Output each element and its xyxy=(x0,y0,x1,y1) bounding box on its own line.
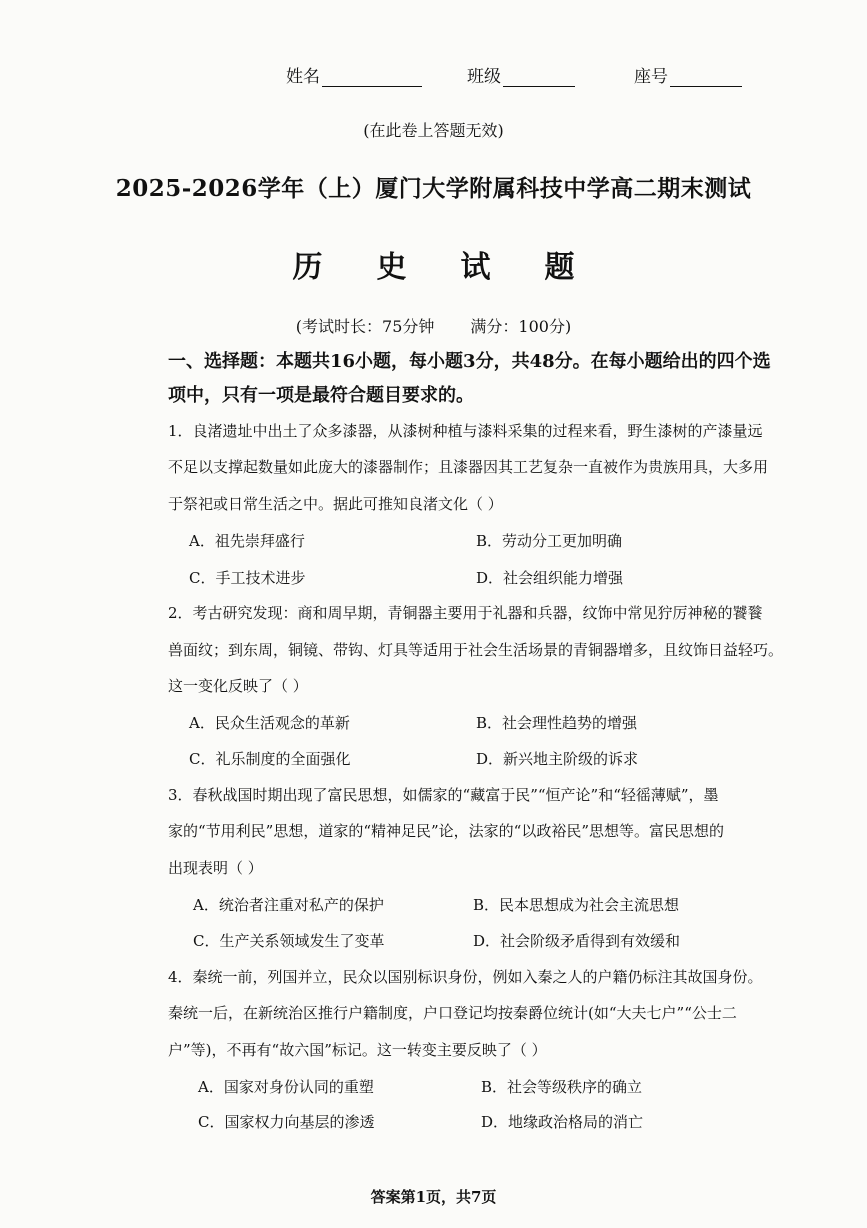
option-c[interactable]: C．礼乐制度的全面强化 xyxy=(189,750,351,768)
page-footer: 答案第1页，共7页 xyxy=(370,1188,497,1206)
subject-char: 史 xyxy=(376,250,407,285)
name-blank[interactable] xyxy=(322,66,422,87)
seat-field[interactable] xyxy=(634,62,742,87)
question-text-line: 4．秦统一前，列国并立，民众以国别标识身份，例如入秦之人的户籍仍标注其故国身份。 xyxy=(168,968,763,986)
name-field[interactable] xyxy=(286,62,422,87)
section-heading-line: 项中，只有一项是最符合题目要求的。 xyxy=(168,385,474,406)
section-heading-line: 一、选择题：本题共16小题，每小题3分，共48分。在每小题给出的四个选 xyxy=(168,351,771,372)
question-text-line: 兽面纹；到东周，铜镜、带钩、灯具等适用于社会生活场景的青铜器增多，且纹饰日益轻巧。 xyxy=(168,641,784,659)
question-text-line: 出现表明（ ） xyxy=(168,859,263,877)
question-text-line: 家的“节用利民”思想，道家的“精神足民”论，法家的“以政裕民”思想等。富民思想的 xyxy=(168,822,725,840)
name-label: 姓名 xyxy=(286,67,320,87)
question-text-line: 2．考古研究发现：商和周早期，青铜器主要用于礼器和兵器，纹饰中常见狞厉神秘的饕餮 xyxy=(168,604,763,622)
option-c[interactable]: C．手工技术进步 xyxy=(189,569,306,587)
option-a[interactable]: A．民众生活观念的革新 xyxy=(189,714,350,732)
question-text-line: 1．良渚遗址中出土了众多漆器，从漆树种植与漆料采集的过程来看，野生漆树的产漆量远 xyxy=(168,422,763,440)
option-d[interactable]: D．社会阶级矛盾得到有效缓和 xyxy=(473,932,681,950)
class-blank[interactable] xyxy=(503,66,575,87)
option-b[interactable]: B．民本思想成为社会主流思想 xyxy=(473,896,680,914)
option-a[interactable]: A．统治者注重对私产的保护 xyxy=(193,896,384,914)
question-text-line: 这一变化反映了（ ） xyxy=(168,677,308,695)
subject-char: 题 xyxy=(544,250,575,285)
subject-title xyxy=(0,242,867,286)
student-info-row xyxy=(0,62,867,92)
option-d[interactable]: D．新兴地主阶级的诉求 xyxy=(476,750,639,768)
subject-char: 试 xyxy=(460,250,491,285)
exam-title: 2025-2026学年（上）厦门大学附属科技中学高二期末测试 xyxy=(115,175,752,202)
exam-info xyxy=(0,314,867,337)
class-label: 班级 xyxy=(467,67,501,87)
seat-blank[interactable] xyxy=(670,66,742,87)
option-b[interactable]: B．劳动分工更加明确 xyxy=(476,532,623,550)
seat-label: 座号 xyxy=(634,67,668,87)
exam-duration: (考试时长：75分钟 xyxy=(295,317,435,336)
exam-full-score: 满分：100分) xyxy=(470,317,572,336)
section-heading xyxy=(168,345,808,413)
class-field[interactable] xyxy=(467,62,575,87)
option-c[interactable]: C．国家权力向基层的渗透 xyxy=(198,1113,375,1131)
question-text-line: 户”等)，不再有“故六国”标记。这一转变主要反映了（ ） xyxy=(168,1041,547,1059)
question-text-line: 于祭祀或日常生活之中。据此可推知良渚文化（ ） xyxy=(168,495,503,513)
subject-char: 历 xyxy=(292,250,323,285)
invalid-answer-notice: (在此卷上答题无效) xyxy=(363,121,504,140)
option-b[interactable]: B．社会等级秩序的确立 xyxy=(481,1078,643,1096)
option-d[interactable]: D．地缘政治格局的消亡 xyxy=(481,1113,644,1131)
question-text-line: 秦统一后，在新统治区推行户籍制度，户口登记均按秦爵位统计(如“大夫七户”“公士二 xyxy=(168,1004,737,1022)
option-a[interactable]: A．国家对身份认同的重塑 xyxy=(198,1078,374,1096)
option-d[interactable]: D．社会组织能力增强 xyxy=(476,569,624,587)
question-text-line: 3．春秋战国时期出现了富民思想，如儒家的“藏富于民”“恒产论”和“轻徭薄赋”，墨 xyxy=(168,786,719,804)
option-b[interactable]: B．社会理性趋势的增强 xyxy=(476,714,638,732)
question-text-line: 不足以支撑起数量如此庞大的漆器制作；且漆器因其工艺复杂一直被作为贵族用具，大多用 xyxy=(168,458,769,476)
option-c[interactable]: C．生产关系领域发生了变革 xyxy=(193,932,385,950)
option-a[interactable]: A．祖先崇拜盛行 xyxy=(189,532,305,550)
